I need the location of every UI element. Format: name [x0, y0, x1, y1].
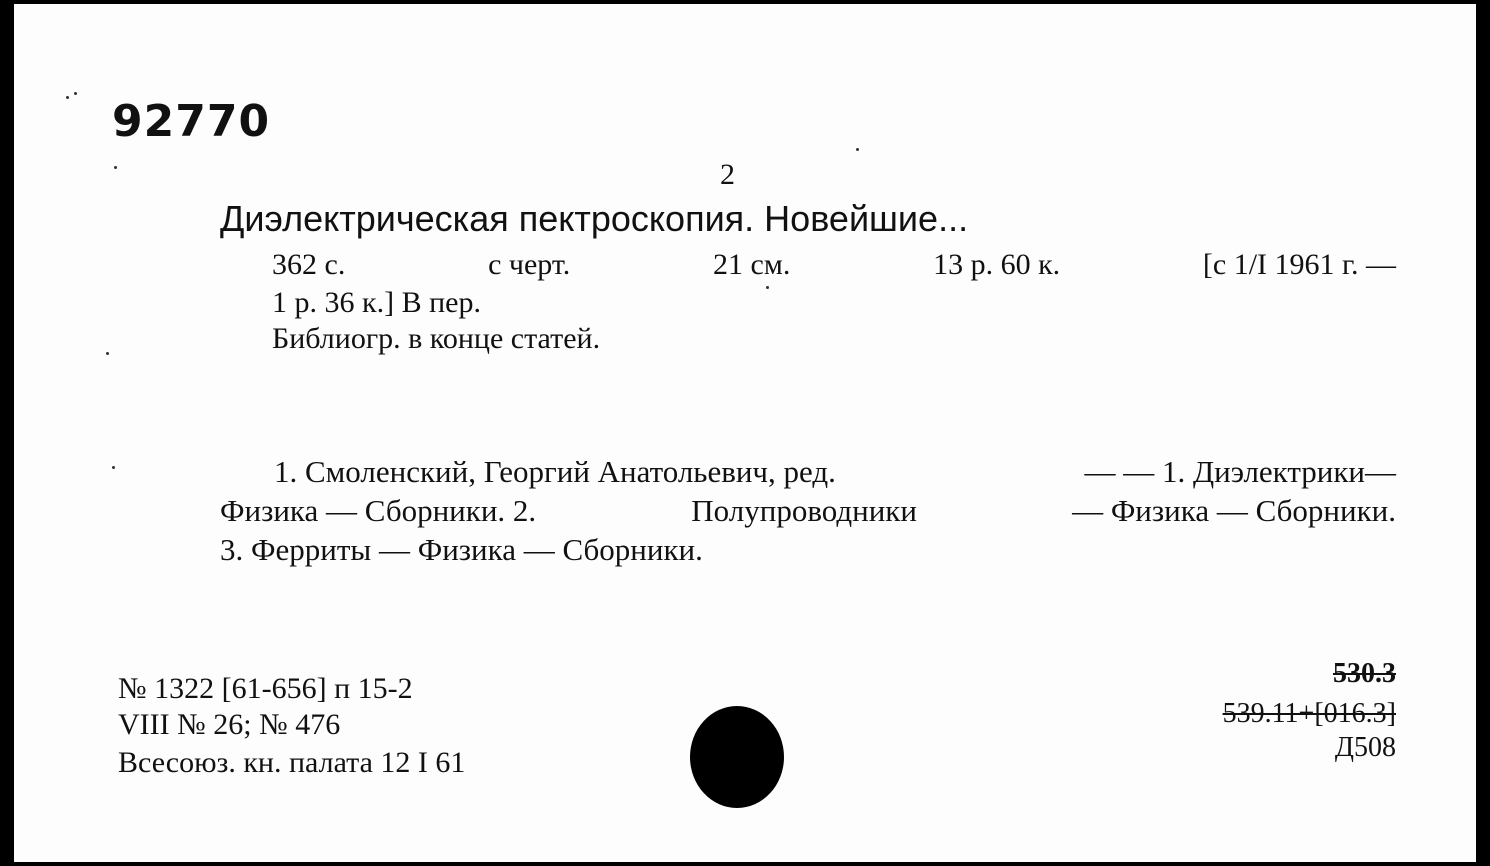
scan-speck — [114, 166, 117, 169]
scan-speck — [106, 352, 109, 355]
scan-speck — [856, 148, 859, 151]
call-number-line-2: 539.11+[016.3] — [1222, 698, 1396, 729]
subject-tracing — [220, 452, 1396, 569]
pages: 362 с. — [272, 248, 346, 281]
price-note: [с 1/I 1961 г. — — [1202, 248, 1396, 281]
scan-speck — [766, 286, 769, 289]
book-title: Диэлектрическая пектроскопия. Новейшие... — [220, 198, 969, 239]
size: 21 см. — [713, 248, 791, 281]
scan-speck — [112, 466, 115, 469]
footer-line-2: VIII № 26; № 476 — [118, 708, 341, 741]
call-number-line-1: 530.3 — [1333, 658, 1396, 689]
scan-speck — [74, 92, 77, 95]
description-line-2: 1 р. 36 к.] В пер. — [272, 286, 481, 319]
volume-number: 2 — [720, 158, 735, 191]
tracing-line-2: Физика — Сборники. 2. Полупроводники — Физика — Сборники. — [220, 493, 1396, 528]
illustrations: с черт. — [488, 248, 571, 281]
call-number-line-3: Д508 — [1334, 732, 1396, 763]
accession-number: 92770 — [112, 96, 271, 147]
catalog-card — [14, 4, 1476, 862]
description-line-1 — [272, 248, 1396, 282]
scan-speck — [66, 96, 69, 99]
footer-line-1: № 1322 [61-656] п 15-2 — [118, 672, 413, 705]
tracing-line-1: 1. Смоленский, Георгий Анатольевич, ред. — — 1. Диэлектрики— — [274, 454, 1396, 489]
price: 13 р. 60 к. — [933, 248, 1061, 281]
punch-hole — [690, 706, 784, 808]
footer-line-3: Всесоюз. кн. палата 12 I 61 — [118, 746, 466, 779]
bibliography-note: Библиогр. в конце статей. — [272, 322, 601, 355]
tracing-line-3: 3. Ферриты — Физика — Сборники. — [220, 532, 703, 567]
